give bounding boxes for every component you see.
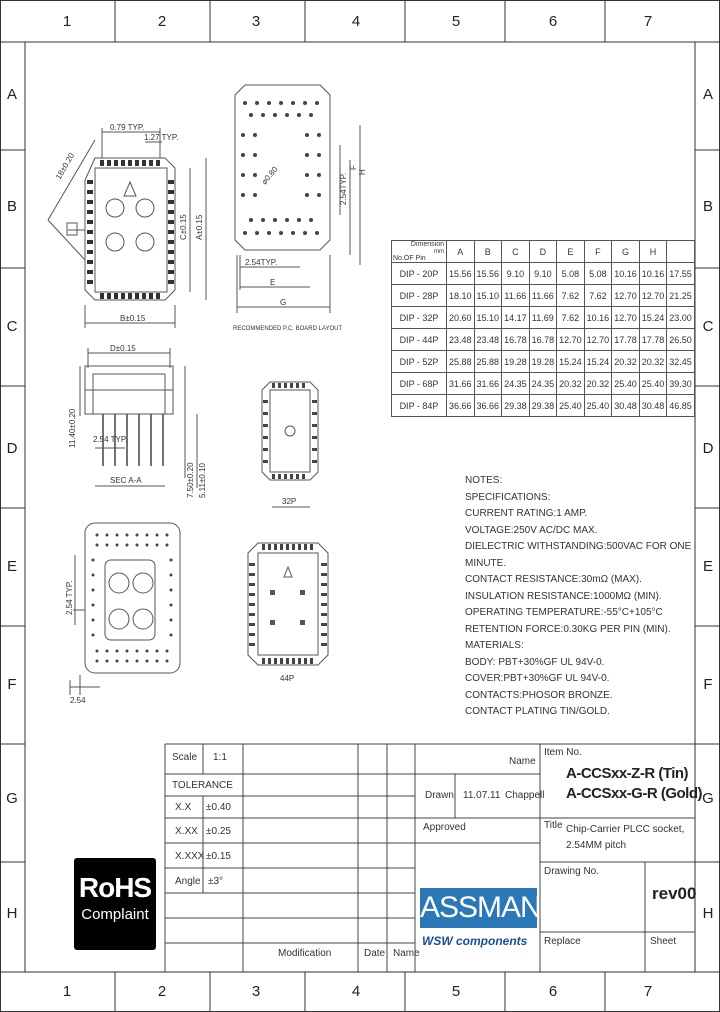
dimension-cell: 12.70 bbox=[584, 329, 612, 351]
zone-row-a: A bbox=[6, 86, 17, 103]
assmann-logo: ASSMANN bbox=[420, 888, 537, 928]
dimension-cell: 20.32 bbox=[584, 373, 612, 395]
dimension-cell: 15.10 bbox=[474, 285, 502, 307]
revision: rev00 bbox=[652, 884, 697, 903]
label-32p: 32P bbox=[282, 497, 297, 506]
section-label: SEC A-A bbox=[110, 476, 142, 485]
item-number-tin: A-CCSxx-Z-R (Tin) bbox=[566, 765, 689, 782]
wsw-components-logo: WSW components bbox=[422, 934, 528, 948]
dimension-cell: 15.24 bbox=[584, 351, 612, 373]
dimension-cell: 31.66 bbox=[474, 373, 502, 395]
note-line: CONTACTS:PHOSOR BRONZE. bbox=[465, 689, 613, 701]
dim-254-side-label: 2.54 TYP. bbox=[93, 435, 128, 444]
col-header-c: C bbox=[502, 241, 530, 263]
note-line: INSULATION RESISTANCE:1000MΩ (MIN). bbox=[465, 590, 662, 602]
tol-xxx-label: X.XX bbox=[175, 826, 198, 837]
dim-750-label: 7.50±0.20 bbox=[186, 462, 195, 498]
note-line: DIELECTRIC WITHSTANDING:500VAC FOR ONE MINUTE. bbox=[465, 541, 692, 569]
dimension-cell: 30.48 bbox=[639, 395, 667, 417]
rohs-subtitle: Complaint bbox=[81, 906, 149, 923]
dimension-cell: 16.78 bbox=[529, 329, 557, 351]
dimension-cell: 25.40 bbox=[557, 395, 585, 417]
dimension-cell: 15.24 bbox=[639, 307, 667, 329]
zone-col-7: 7 bbox=[643, 13, 653, 30]
dimension-cell: 15.24 bbox=[557, 351, 585, 373]
dimension-cell: 5.08 bbox=[584, 263, 612, 285]
dimension-cell: 11.69 bbox=[529, 307, 557, 329]
zone-row-b-right: B bbox=[702, 198, 713, 215]
dimension-cell: 7.62 bbox=[557, 307, 585, 329]
zone-col-3-bottom: 3 bbox=[251, 983, 261, 1000]
note-line: OPERATING TEMPERATURE:-55°C+105°C bbox=[465, 607, 663, 618]
dimension-cell: 9.10 bbox=[529, 263, 557, 285]
dimension-cell: 46.85 bbox=[667, 395, 695, 417]
zone-col-1: 1 bbox=[62, 13, 72, 30]
dim-d-label: D±0.15 bbox=[110, 344, 136, 353]
dimension-cell: 7.62 bbox=[584, 285, 612, 307]
col-header-b: B bbox=[474, 241, 502, 263]
dimension-cell: 29.38 bbox=[502, 395, 530, 417]
dimension-cell: 15.56 bbox=[447, 263, 475, 285]
dimension-cell: 18.10 bbox=[447, 285, 475, 307]
dimension-cell: 19.28 bbox=[502, 351, 530, 373]
dim-c-label: C±0.15 bbox=[179, 214, 188, 240]
corner-unit: mm bbox=[434, 249, 444, 255]
rohs-badge bbox=[74, 858, 156, 950]
zone-row-f-right: F bbox=[703, 676, 713, 693]
scale-label: Scale bbox=[172, 752, 198, 763]
zone-row-d-right: D bbox=[702, 440, 714, 457]
dimension-cell: 12.70 bbox=[557, 329, 585, 351]
dimension-cell: 25.88 bbox=[447, 351, 475, 373]
dimension-cell: 23.48 bbox=[474, 329, 502, 351]
dimension-cell: 20.32 bbox=[612, 351, 640, 373]
tol-xx-label: X.X bbox=[175, 802, 192, 813]
title-label: Title bbox=[544, 820, 563, 831]
row-pin-count: DIP - 68P bbox=[392, 373, 447, 395]
zone-col-1-bottom: 1 bbox=[62, 983, 72, 1000]
drawing-no-label: Drawing No. bbox=[544, 866, 600, 877]
date-label: Date bbox=[364, 948, 386, 959]
col-header-g: G bbox=[612, 241, 640, 263]
zone-col-6-bottom: 6 bbox=[548, 983, 558, 1000]
dim-1140-label: 11.40±0.20 bbox=[68, 408, 77, 448]
dim-diagonal-label: 18±0.20 bbox=[53, 151, 77, 181]
dimension-cell: 11.66 bbox=[502, 285, 530, 307]
row-pin-count: DIP - 28P bbox=[392, 285, 447, 307]
note-line: CONTACT RESISTANCE:30mΩ (MAX). bbox=[465, 574, 642, 585]
dimension-cell: 31.66 bbox=[447, 373, 475, 395]
replace-label: Replace bbox=[544, 936, 581, 947]
note-line: BODY: PBT+30%GF UL 94V-0. bbox=[465, 656, 605, 668]
modification-label: Modification bbox=[278, 948, 332, 959]
zone-row-f: F bbox=[7, 676, 17, 693]
dim-f-label: F bbox=[349, 165, 358, 170]
zone-col-4: 4 bbox=[351, 13, 361, 30]
dimension-cell: 16.78 bbox=[502, 329, 530, 351]
zone-col-5-bottom: 5 bbox=[451, 983, 461, 1000]
note-line: VOLTAGE:250V AC/DC MAX. bbox=[465, 524, 598, 536]
note-line: MATERIALS: bbox=[465, 640, 524, 651]
col-header-e: E bbox=[557, 241, 585, 263]
zone-row-e-right: E bbox=[702, 558, 713, 575]
zone-row-c: C bbox=[6, 318, 18, 335]
row-pin-count: DIP - 32P bbox=[392, 307, 447, 329]
dimension-cell: 15.56 bbox=[474, 263, 502, 285]
note-line: COVER:PBT+30%GF UL 94V-0. bbox=[465, 673, 610, 684]
tol-xx-value: ±0.40 bbox=[206, 802, 231, 813]
drawn-name: Chappell bbox=[505, 790, 545, 801]
dimension-cell: 17.78 bbox=[612, 329, 640, 351]
zone-row-h-right: H bbox=[702, 905, 714, 922]
approved-label: Approved bbox=[423, 822, 466, 833]
dimension-cell: 9.10 bbox=[502, 263, 530, 285]
dim-254-bottom-vertical: 2.54 TYP. bbox=[65, 580, 74, 615]
corner-dimension: Dimension bbox=[410, 241, 444, 248]
dimension-cell: 15.10 bbox=[474, 307, 502, 329]
dimension-cell: 36.66 bbox=[447, 395, 475, 417]
tol-angle-label: Angle bbox=[175, 876, 201, 887]
tolerance-label: TOLERANCE bbox=[172, 780, 233, 791]
dimension-cell: 17.55 bbox=[667, 263, 695, 285]
dimension-cell: 14.17 bbox=[502, 307, 530, 329]
dimension-cell: 30.48 bbox=[612, 395, 640, 417]
col-header-h: H bbox=[639, 241, 667, 263]
title-line-2: 2.54MM pitch bbox=[566, 840, 627, 851]
zone-col-2-bottom: 2 bbox=[157, 983, 167, 1000]
dimension-cell: 20.32 bbox=[557, 373, 585, 395]
dimension-cell: 7.62 bbox=[557, 285, 585, 307]
zone-row-h: H bbox=[6, 905, 18, 922]
rohs-title: RoHS bbox=[78, 872, 152, 903]
dimension-cell: 26.50 bbox=[667, 329, 695, 351]
dim-e-label: E bbox=[270, 278, 276, 287]
dimension-cell: 25.40 bbox=[612, 373, 640, 395]
dimension-cell: 12.70 bbox=[639, 285, 667, 307]
tol-xxxx-value: ±0.15 bbox=[206, 851, 231, 862]
zone-col-2: 2 bbox=[157, 13, 167, 30]
zone-row-g: G bbox=[6, 790, 18, 807]
col-header-f: F bbox=[584, 241, 612, 263]
dimension-cell: 23.48 bbox=[447, 329, 475, 351]
tol-xxx-value: ±0.25 bbox=[206, 826, 231, 837]
dim-hole-label: ⌀0.80 bbox=[259, 164, 280, 187]
row-pin-count: DIP - 84P bbox=[392, 395, 447, 417]
note-line: CONTACT PLATING TIN/GOLD. bbox=[465, 706, 610, 717]
col-header-d: D bbox=[529, 241, 557, 263]
zone-row-d: D bbox=[6, 440, 18, 457]
dim-511-label: 5.11±0.10 bbox=[198, 463, 207, 498]
drawn-date: 11.07.11 bbox=[463, 790, 501, 801]
dimension-cell: 23.00 bbox=[667, 307, 695, 329]
dimension-cell: 29.38 bbox=[529, 395, 557, 417]
drawn-label: Drawn bbox=[425, 790, 454, 801]
name-label-bottom: Name bbox=[393, 948, 420, 959]
zone-col-6: 6 bbox=[548, 13, 558, 30]
dimension-cell: 25.40 bbox=[584, 395, 612, 417]
dim-254typ-horizontal: 2.54TYP. bbox=[245, 258, 278, 267]
sheet-label: Sheet bbox=[650, 936, 677, 947]
dim-254typ-vertical: 2.54TYP. bbox=[339, 172, 348, 205]
dimension-cell: 21.25 bbox=[667, 285, 695, 307]
dimension-cell: 11.66 bbox=[529, 285, 557, 307]
title-line-1: Chip-Carrier PLCC socket, bbox=[566, 824, 685, 835]
row-pin-count: DIP - 52P bbox=[392, 351, 447, 373]
dimension-cell: 24.35 bbox=[502, 373, 530, 395]
dimension-cell: 12.70 bbox=[612, 307, 640, 329]
dim-079-label: 0.79 TYP. bbox=[110, 123, 145, 132]
dimension-cell: 12.70 bbox=[612, 285, 640, 307]
note-line: CURRENT RATING:1 AMP. bbox=[465, 508, 588, 519]
dimension-cell: 19.28 bbox=[529, 351, 557, 373]
corner-pins: No.OF Pin bbox=[393, 255, 426, 262]
scale-value: 1:1 bbox=[213, 752, 227, 763]
zone-col-4-bottom: 4 bbox=[351, 983, 361, 1000]
dimension-cell: 10.16 bbox=[612, 263, 640, 285]
dimension-cell: 20.32 bbox=[639, 351, 667, 373]
dim-127-label: 1.27 TYP. bbox=[144, 133, 179, 142]
label-44p: 44P bbox=[280, 674, 295, 683]
dimension-cell: 36.66 bbox=[474, 395, 502, 417]
dim-h-label: H bbox=[358, 169, 367, 175]
dimension-cell: 25.40 bbox=[639, 373, 667, 395]
zone-col-5: 5 bbox=[451, 13, 461, 30]
dimension-cell: 32.45 bbox=[667, 351, 695, 373]
dim-a-label: A±0.15 bbox=[195, 214, 204, 240]
zone-row-g-right: G bbox=[702, 790, 714, 807]
dimension-cell: 17.78 bbox=[639, 329, 667, 351]
dimension-cell: 20.60 bbox=[447, 307, 475, 329]
tol-angle-value: ±3° bbox=[208, 876, 224, 887]
note-line: SPECIFICATIONS: bbox=[465, 491, 551, 503]
note-line: NOTES: bbox=[465, 475, 503, 486]
name-label: Name bbox=[509, 756, 536, 767]
row-pin-count: DIP - 20P bbox=[392, 263, 447, 285]
item-number-gold: A-CCSxx-G-R (Gold) bbox=[566, 785, 702, 802]
row-pin-count: DIP - 44P bbox=[392, 329, 447, 351]
zone-row-a-right: A bbox=[702, 86, 713, 103]
dim-b-label: B±0.15 bbox=[120, 314, 146, 323]
tol-xxxx-label: X.XXX bbox=[175, 851, 205, 862]
dim-254-bottom-horizontal: 2.54 bbox=[70, 696, 86, 705]
zone-row-b: B bbox=[6, 198, 17, 215]
note-line: RETENTION FORCE:0.30KG PER PIN (MIN). bbox=[465, 623, 671, 635]
dimension-cell: 25.88 bbox=[474, 351, 502, 373]
dim-g-label: G bbox=[280, 298, 287, 307]
dimension-cell: 10.16 bbox=[639, 263, 667, 285]
item-number bbox=[566, 764, 702, 804]
zone-row-c-right: C bbox=[702, 318, 714, 335]
dimension-cell: 24.35 bbox=[529, 373, 557, 395]
col-header-a: A bbox=[447, 241, 475, 263]
pcb-layout-caption: RECOMMENDED P.C. BOARD LAYOUT bbox=[233, 326, 343, 332]
dimension-cell: 39.30 bbox=[667, 373, 695, 395]
dimension-cell: 10.16 bbox=[584, 307, 612, 329]
zone-row-e: E bbox=[6, 558, 17, 575]
zone-col-3: 3 bbox=[251, 13, 261, 30]
zone-col-7-bottom: 7 bbox=[643, 983, 653, 1000]
dimension-cell: 5.08 bbox=[557, 263, 585, 285]
item-no-label: Item No. bbox=[544, 747, 582, 758]
